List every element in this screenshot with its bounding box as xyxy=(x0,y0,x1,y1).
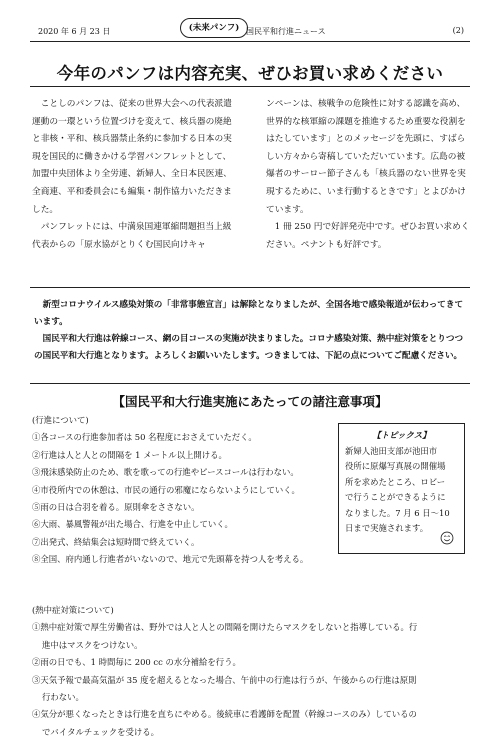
list-item: ④市役所内での休憩は、市民の通行の邪魔にならないようにしていく。 xyxy=(32,484,300,495)
list-item: ②雨の日でも、1 時間毎に 200 cc の水分補給を行う。 xyxy=(32,657,241,668)
heat-rules-heading: (熱中症対策について) xyxy=(32,605,114,615)
list-item: ②行進は人と人との間隔を 1 メートル以上開ける。 xyxy=(32,449,227,460)
section-divider xyxy=(30,383,470,384)
article-paragraph: ことしのパンフは、従来の世界大会への代表派遣運動の一環という位置づけを変えて、核兵器の廃絶と非核・平和、核兵器禁止条約に参加する日本の実現を国民的に働きかける学習パンフレットとして、加盟中央団体より全労連、新婦人、全日本民医連、全商連、平和委員会にも編集・制作協力いただきました。 xyxy=(32,99,232,215)
list-item: ④気分が悪くなったときは行進を直ちにやめる。後続車に看護師を配置（幹線コースのみ）しているの xyxy=(32,709,417,720)
rules-section-title: 【国民平和大行進実施にあたっての諸注意事項】 xyxy=(112,394,388,409)
topics-title: 【トピックス】 xyxy=(372,430,431,440)
smiley-icon xyxy=(440,531,454,545)
newsletter-header xyxy=(30,24,470,40)
article-left-column xyxy=(32,96,237,254)
topics-line: なりました。7 月 6 日〜10 xyxy=(345,507,450,518)
list-item: ①熱中症対策で厚生労働省は、野外では人と人との間隔を開けたらマスクをしないと指導している。行 xyxy=(32,622,418,633)
header-rule xyxy=(30,41,470,42)
list-item-continued: でバイタルチェックを受ける。 xyxy=(42,726,159,737)
list-item: ⑤雨の日は合羽を着る。原則傘をささない。 xyxy=(32,502,200,513)
list-item: ⑦出発式、終結集会は短時間で終えていく。 xyxy=(32,536,200,547)
list-item: ①各コースの行進参加者は 50 名程度におさえていただく。 xyxy=(32,432,257,443)
list-item: ③天気予報で最高気温が 35 度を超えるとなった場合、午前中の行進は行うが、午後からの行進は原則 xyxy=(32,674,417,685)
list-item: ⑥大雨、暴風警報が出た場合、行進を中止していく。 xyxy=(32,519,233,530)
topics-box xyxy=(338,423,465,554)
list-item: ③飛沫感染防止のため、歌を歌っての行進やピースコールは行わない。 xyxy=(32,467,299,478)
list-item: ⑧全国、府内通し行進者がいないので、地元で先頭幕を持つ人を考える。 xyxy=(32,554,309,565)
topics-line: 所を求めたところ、ロビー xyxy=(345,476,446,487)
corona-notice xyxy=(34,297,466,365)
topics-line: で行うことができるように xyxy=(345,492,446,502)
march-rules-heading: (行進について) xyxy=(32,415,89,425)
list-item-continued: 行わない。 xyxy=(42,692,84,703)
page-title: 今年のパンフは内容充実、ぜひお買い求めください xyxy=(56,64,444,83)
heat-rules-list xyxy=(32,602,468,741)
article-right-column xyxy=(266,96,471,254)
march-rules-list xyxy=(32,412,342,569)
article-paragraph: ンペーンは、核戦争の危険性に対する認識を高め、世界的な核軍縮の課題を推進するため重要な役割をはたしています」とのメッセージを先頭に、すばらしい方々から寄稿していただいています。広島の被爆者のサーロー節子さんも「核兵器のない世界を実現するために、いま行動するときです」とよびかけています。 xyxy=(266,99,466,215)
notice-paragraph: 新型コロナウイルス感染対策の「非常事態宣言」は解除となりましたが、全国各地で感染報道が伝わってきています。 xyxy=(34,300,464,327)
section-divider xyxy=(30,287,470,288)
issue-date: 2020 年 6 月 23 日 xyxy=(38,27,111,36)
notice-paragraph: 国民平和大行進は幹線コース、網の目コースの実施が決まりました。コロナ感染対策、熱中症対策をとりつつの国民平和大行進となります。よろしくお願いいたします。つきましては、下記の点についてご配慮ください。 xyxy=(34,334,464,361)
section-badge: (未来パンフ) xyxy=(180,18,248,38)
publication-name: 国民平和行進ニュース xyxy=(246,27,326,36)
page-number: (2) xyxy=(452,26,464,35)
topics-line: 役所に原爆写真展の開催場 xyxy=(345,461,446,471)
article-paragraph: パンフレットには、中満泉国連軍縮問題担当上級代表からの「原水協がとりくむ国民向けキャ xyxy=(32,222,232,250)
list-item-continued: 進中はマスクをつけない。 xyxy=(42,639,143,650)
title-rule xyxy=(30,86,470,87)
article-paragraph: 1 冊 250 円で好評発売中です。ぜひお買い求めください。ペナントも好評です。 xyxy=(266,222,470,250)
topics-line: 新婦人池田支部が池田市 xyxy=(345,445,438,456)
topics-line: 日まで実施されます。 xyxy=(345,523,429,533)
